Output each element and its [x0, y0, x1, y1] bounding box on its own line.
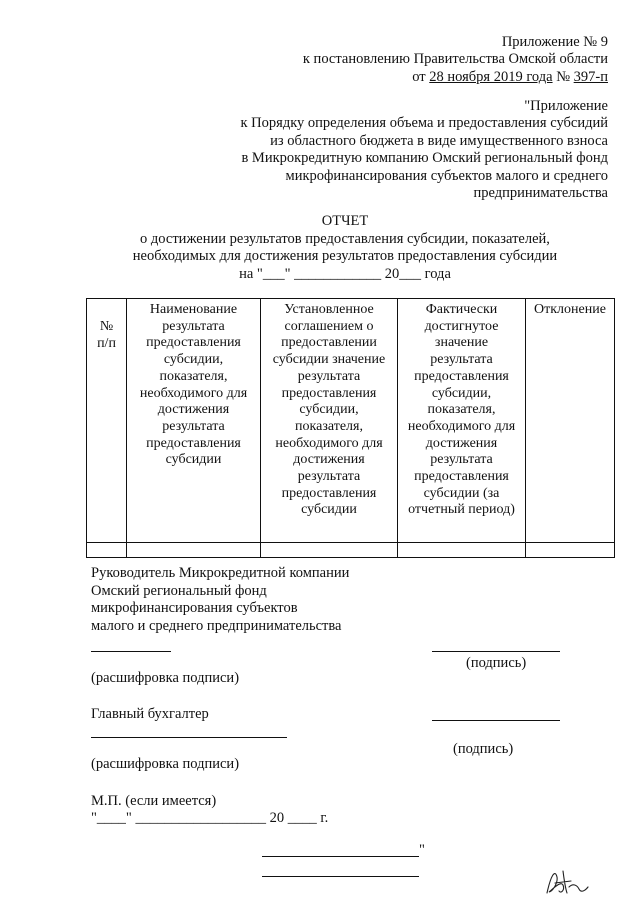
quote-line: к Порядку определения объема и предоставления субсидий	[240, 115, 608, 131]
accountant-signature-line	[432, 720, 560, 721]
closing-quote: "	[419, 842, 425, 858]
head-title-line: Омский региональный фонд	[91, 583, 267, 599]
head-title-line: малого и среднего предпринимательства	[91, 618, 342, 634]
table-cell[interactable]	[127, 543, 261, 558]
head-title-line: Руководитель Микрокредитной компании	[91, 565, 350, 581]
head-signature-label: (подпись)	[466, 655, 527, 671]
quote-line: предпринимательства	[473, 185, 608, 201]
table-header-row	[87, 299, 615, 543]
closing-line	[262, 856, 419, 857]
header-cell-actual-value: Фактически достигнутое значение результата предоставления субсидии, показателя, необходимого для достижения результата предоставления субсидии (за отчетный период)	[398, 299, 526, 543]
table-cell[interactable]	[526, 543, 615, 558]
accountant-signature-label: (подпись)	[453, 741, 514, 757]
table-cell[interactable]	[87, 543, 127, 558]
header-cell-deviation: Отклонение	[526, 299, 615, 543]
resolution-number: 397-п	[573, 69, 608, 85]
quote-line: из областного бюджета в виде имущественного взноса	[270, 133, 608, 149]
table-cell[interactable]	[261, 543, 398, 558]
stamp-label: М.П. (если имеется)	[91, 793, 217, 809]
table-cell[interactable]	[398, 543, 526, 558]
head-title-line: микрофинансирования субъектов	[91, 600, 298, 616]
report-title: ОТЧЕТ	[321, 213, 369, 229]
quote-line: "Приложение	[524, 98, 608, 114]
resolution-date-line	[412, 69, 608, 86]
accountant-decode-label: (расшифровка подписи)	[91, 756, 240, 772]
resolution-date: 28 ноября 2019 года	[429, 69, 553, 85]
report-subtitle-line: необходимых для достижения результатов предоставления субсидии	[132, 248, 558, 264]
signature-date-line: "____" __________________ 20 ____ г.	[91, 810, 329, 826]
table-row	[87, 543, 615, 558]
closing-line	[262, 876, 419, 877]
head-decode-line	[91, 651, 171, 652]
report-subtitle-line: о достижении результатов предоставления субсидии, показателей,	[140, 231, 550, 247]
quote-line: в Микрокредитную компанию Омский региональный фонд	[241, 150, 608, 166]
head-decode-label: (расшифровка подписи)	[91, 670, 240, 686]
accountant-decode-line	[91, 737, 287, 738]
quote-line: микрофинансирования субъектов малого и среднего	[285, 168, 608, 184]
header-cell-planned-value: Установленное соглашением о предоставлении субсидии значение результата предоставления субсидии, показателя, необходимого для достижения результата предоставления субсидии	[261, 299, 398, 543]
appendix-number: Приложение № 9	[501, 34, 608, 50]
handwritten-signature	[541, 865, 591, 899]
accountant-title: Главный бухгалтер	[91, 706, 209, 722]
report-table	[86, 298, 615, 558]
header-cell-result-name: Наименование результата предоставления субсидии, показателя, необходимого для достижения результата предоставления субсидии	[127, 299, 261, 543]
from-label: от	[412, 69, 426, 85]
header-cell-number: № п/п	[87, 299, 127, 543]
resolution-reference: к постановлению Правительства Омской области	[302, 51, 608, 67]
report-period-line: на "___" ____________ 20___ года	[239, 266, 451, 282]
head-signature-line	[432, 651, 560, 652]
number-label: №	[556, 69, 571, 85]
